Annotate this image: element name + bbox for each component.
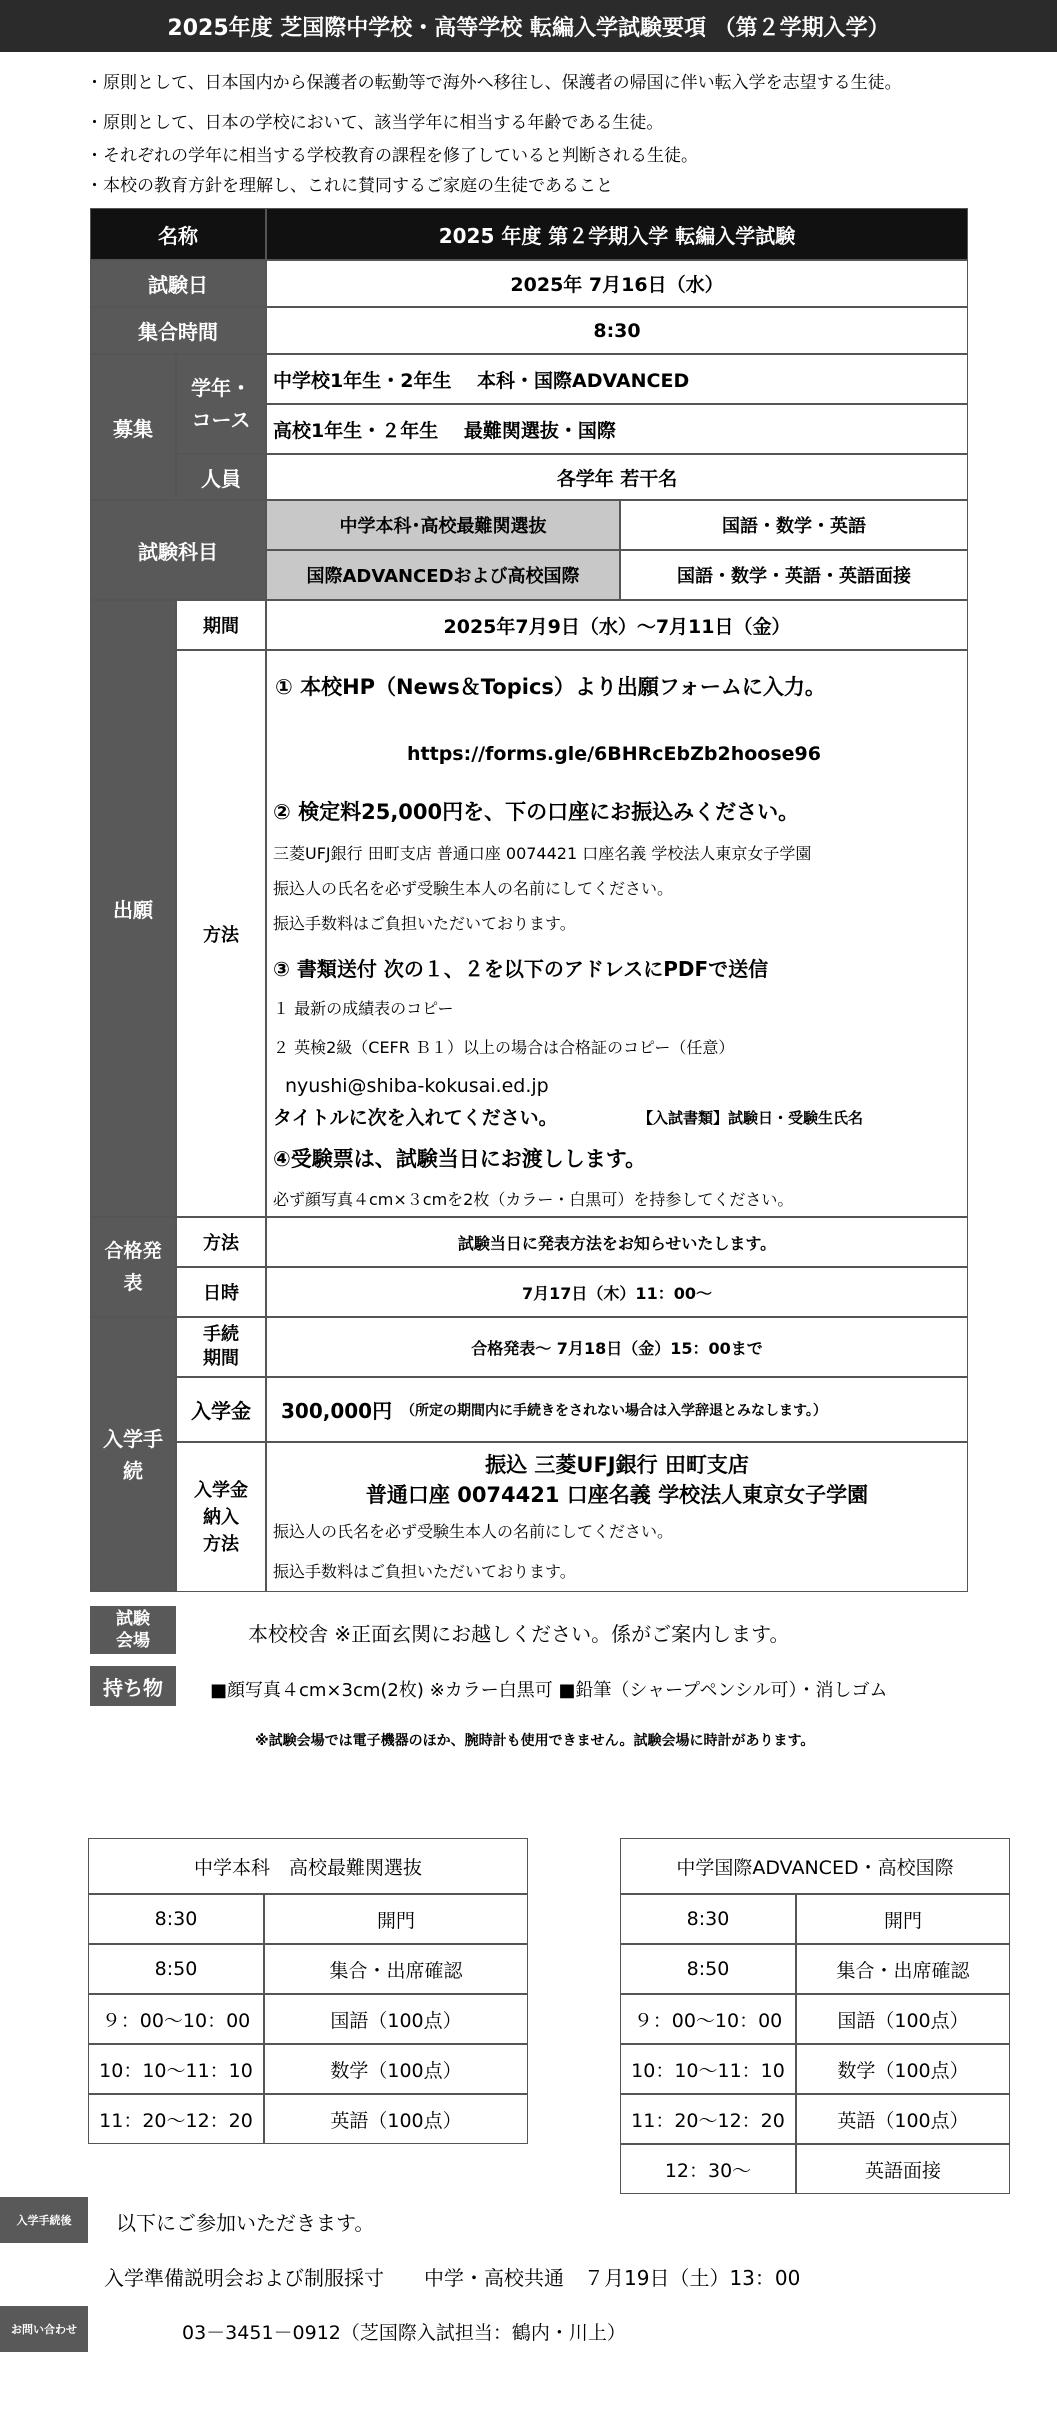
schedule-event: 数学（100点） [264, 2044, 528, 2094]
method-step-4: ④受験票は、試験当日にお渡しします。 [273, 1147, 647, 1171]
pass-method-value: 試験当日に発表方法をお知らせいたします。 [266, 1217, 968, 1267]
gather-value: 8:30 [266, 307, 968, 354]
bank-note: 振込人の氏名を必ず受験生本人の名前にしてください。 [273, 879, 674, 898]
subject-group: 中学本科･高校最難関選抜 [266, 500, 620, 550]
schedule-time: 11：20～12：20 [620, 2094, 796, 2144]
document-item: ２ 英検2級（CEFR Ｂ１）以上の場合は合格証のコピー（任意） [273, 1038, 735, 1057]
method-box [266, 650, 968, 1217]
pass-date-value: 7月17日（木）11：00～ [266, 1267, 968, 1317]
schedule-time: 8:50 [88, 1944, 264, 1994]
bank-account: 三菱UFJ銀行 田町支店 普通口座 0074421 口座名義 学校法人東京女子学園 [273, 844, 812, 863]
pay-bank: 振込 三菱UFJ銀行 田町支店 [485, 1453, 749, 1477]
schedule-time: ９：00～10：00 [620, 1994, 796, 2044]
eligibility-item: ・それぞれの学年に相当する学校教育の課程を修了していると判断される生徒。 [86, 146, 698, 166]
pass-date-label: 日時 [176, 1267, 266, 1317]
proc-period-label: 手続 期間 [176, 1317, 266, 1377]
method-step-2: ② 検定料25,000円を、下の口座にお振込みください。 [273, 800, 800, 824]
name-value: 2025 年度 第２学期入学 転編入学試験 [266, 208, 968, 260]
eligibility-item: ・原則として、日本の学校において、該当学年に相当する年齢である生徒。 [86, 113, 664, 133]
apply-label: 出願 [90, 600, 176, 1217]
schedule-event: 英語（100点） [796, 2094, 1010, 2144]
schedule-event: 国語（100点） [796, 1994, 1010, 2044]
after-enroll-label: 入学手続後 [0, 2197, 88, 2243]
after-enroll-line2: 入学準備説明会および制服採寸 中学・高校共通 ７月19日（土）13：00 [104, 2266, 801, 2290]
schedule-event: 英語（100点） [264, 2094, 528, 2144]
exam-date-value: 2025年 7月16日（水） [266, 260, 968, 307]
schedule-time: ９：00～10：00 [88, 1994, 264, 2044]
pay-label: 入学金 納入 方法 [176, 1442, 266, 1592]
name-label: 名称 [90, 208, 266, 260]
proc-period-value: 合格発表～ 7月18日（金）15：00まで [266, 1317, 968, 1377]
email-address[interactable]: nyushi@shiba-kokusai.ed.jp [285, 1075, 549, 1097]
schedule-time: 8:50 [620, 1944, 796, 1994]
schedule-event: 英語面接 [796, 2144, 1010, 2194]
pay-note: 振込人の氏名を必ず受験生本人の名前にしてください。 [273, 1522, 674, 1541]
schedule-title: 中学国際ADVANCED・高校国際 [620, 1838, 1010, 1894]
method-step-3: ③ 書類送付 次の１、２を以下のアドレスにPDFで送信 [273, 957, 769, 981]
pay-box [266, 1442, 968, 1592]
contact-text: 03－3451－0912（芝国際入試担当：鶴内・川上） [182, 2322, 626, 2344]
schedule-event: 集合・出席確認 [264, 1944, 528, 1994]
schedule-event: 国語（100点） [264, 1994, 528, 2044]
schedule-time: 8:30 [88, 1894, 264, 1944]
fee-label: 入学金 [176, 1377, 266, 1442]
schedule-time: 10：10～11：10 [620, 2044, 796, 2094]
schedule-title: 中学本科 高校最難関選抜 [88, 1838, 528, 1894]
contact-label: お問い合わせ [0, 2306, 88, 2352]
apply-form-link[interactable]: https://forms.gle/6BHRcEbZb2hoose96 [407, 743, 821, 765]
belongings-note: ※試験会場では電子機器のほか、腕時計も使用できません。試験会場に時計があります。 [255, 1733, 815, 1749]
pay-fee-note: 振込手数料はご負担いただいております。 [273, 1562, 576, 1581]
method-label: 方法 [176, 650, 266, 1217]
pay-account: 普通口座 0074421 口座名義 学校法人東京女子学園 [365, 1483, 869, 1507]
email-title-instruction: タイトルに次を入れてください。 [273, 1107, 558, 1129]
pass-label: 合格発 表 [90, 1217, 176, 1317]
document-item: １ 最新の成績表のコピー [273, 999, 454, 1018]
subjects-label: 試験科目 [90, 500, 266, 600]
course-row: 高校1年生・２年生 最難関選抜・国際 [266, 404, 968, 454]
pass-method-label: 方法 [176, 1217, 266, 1267]
recruit-label: 募集 [90, 354, 176, 500]
schedule-time: 11：20～12：20 [88, 2094, 264, 2144]
period-value: 2025年7月9日（水）～7月11日（金） [266, 600, 968, 650]
schedule-time: 8:30 [620, 1894, 796, 1944]
email-title-format: 【入試書類】試験日・受験生氏名 [638, 1109, 864, 1127]
period-label: 期間 [176, 600, 266, 650]
subject-list: 国語・数学・英語 [620, 500, 968, 550]
venue-text: 本校校舎 ※正面玄関にお越しください。係がご案内します。 [248, 1622, 790, 1646]
eligibility-item: ・本校の教育方針を理解し、これに賛同するご家庭の生徒であること [86, 176, 613, 196]
eligibility-item: ・原則として、日本国内から保護者の転勤等で海外へ移往し、保護者の帰国に伴い転入学を志望する生徒。 [86, 73, 902, 93]
schedule-time: 12：30～ [620, 2144, 796, 2194]
number-label: 人員 [176, 454, 266, 500]
schedule-time: 10：10～11：10 [88, 2044, 264, 2094]
venue-label: 試験 会場 [90, 1606, 176, 1654]
page-title-bar [0, 0, 1057, 52]
fee-amount: 300,000円 [281, 1399, 393, 1423]
belongings-label: 持ち物 [90, 1666, 176, 1706]
belongings-text: ■顔写真４cm×3cm(2枚) ※カラー白黒可 ■鉛筆（シャープペンシル可）・消しゴム [210, 1680, 888, 1701]
fee-box [266, 1377, 968, 1442]
subject-list: 国語・数学・英語・英語面接 [620, 550, 968, 600]
number-value: 各学年 若干名 [266, 454, 968, 500]
enroll-label: 入学手 続 [90, 1317, 176, 1592]
subject-group: 国際ADVANCEDおよび高校国際 [266, 550, 620, 600]
course-row: 中学校1年生・2年生 本科・国際ADVANCED [266, 354, 968, 404]
schedule-event: 開門 [796, 1894, 1010, 1944]
schedule-event: 開門 [264, 1894, 528, 1944]
fee-note: （所定の期間内に手続きをされない場合は入学辞退とみなします。） [401, 1403, 827, 1419]
page-title: 2025年度 芝国際中学校・高等学校 転編入学試験要項 （第２学期入学） [167, 15, 890, 41]
course-label: 学年・ コース [176, 354, 266, 454]
schedule-event: 数学（100点） [796, 2044, 1010, 2094]
photo-note: 必ず顔写真４cm×３cmを2枚（カラー・白黒可）を持参してください。 [273, 1190, 794, 1209]
bank-fee-note: 振込手数料はご負担いただいております。 [273, 914, 576, 933]
exam-date-label: 試験日 [90, 260, 266, 307]
method-step-1: ① 本校HP（News＆Topics）より出願フォームに入力。 [275, 675, 826, 699]
after-enroll-line1: 以下にご参加いただきます。 [116, 2211, 375, 2235]
gather-label: 集合時間 [90, 307, 266, 354]
schedule-event: 集合・出席確認 [796, 1944, 1010, 1994]
